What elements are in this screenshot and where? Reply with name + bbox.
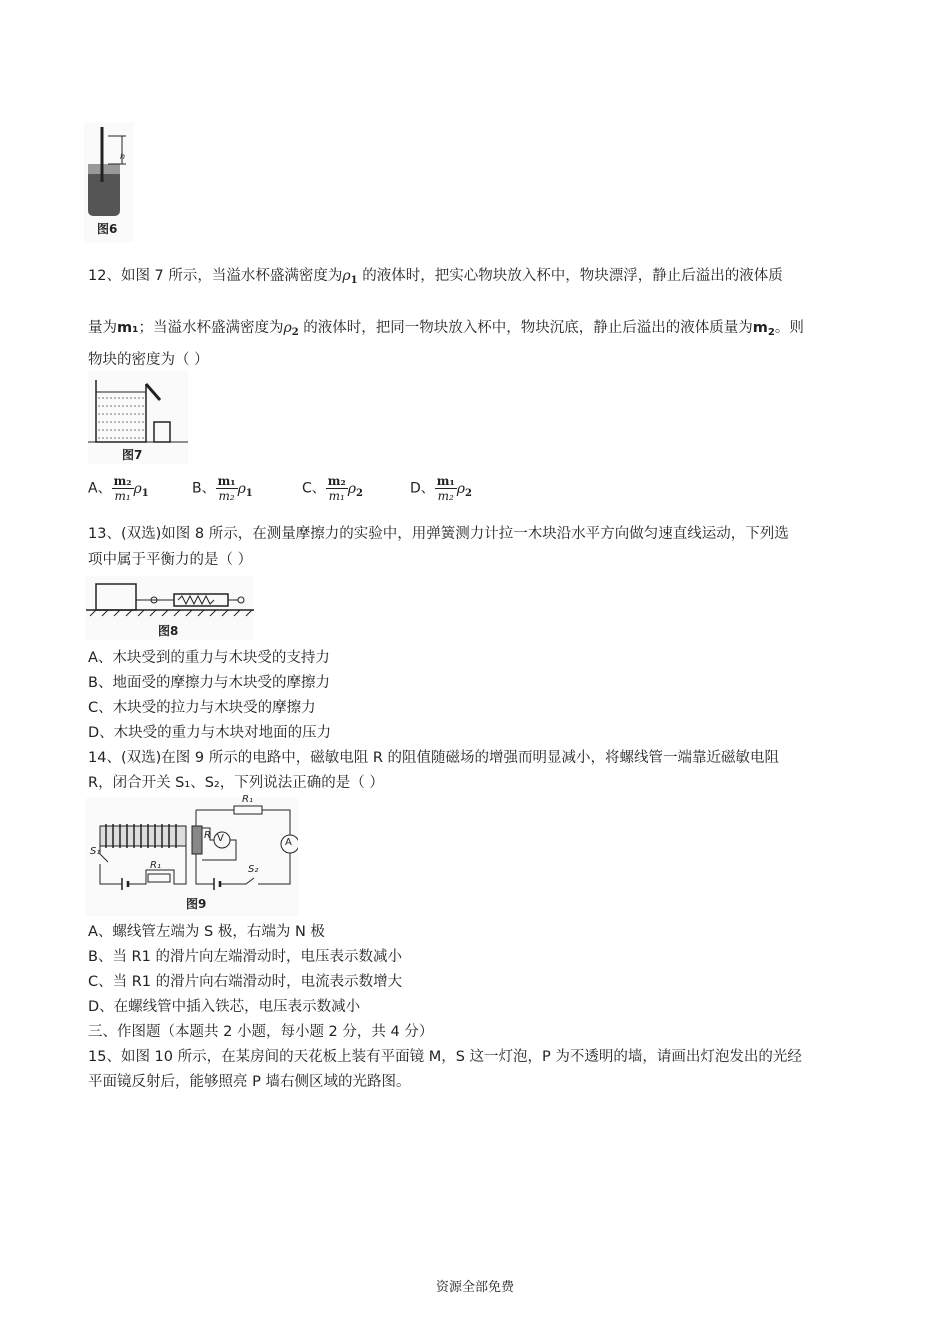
figure-6-label: 图6 (97, 222, 118, 236)
rho-symbol (238, 481, 253, 497)
q14-option-d[interactable]: D、在螺线管中插入铁芯，电压表示数减小 (88, 999, 361, 1015)
rho-glyph: ρ (237, 480, 246, 497)
numerator: m₁ (436, 474, 455, 488)
fraction (112, 474, 134, 503)
q12-option-b[interactable] (192, 474, 253, 503)
figure-7 (88, 370, 188, 464)
q13-line-1: 13、(双选)如图 8 所示，在测量摩擦力的实验中，用弹簧测力计拉一木块沿水平方向做匀速直线运动，下列选 (88, 526, 789, 542)
m1-symbol: m₁ (117, 320, 139, 336)
q14-option-a[interactable]: A、螺线管左端为 S 极，右端为 N 极 (88, 924, 325, 940)
denominator: m₁ (328, 489, 345, 503)
q12-line-1 (88, 266, 783, 291)
figure-9-r1-slider-label: R₁ (150, 860, 161, 871)
option-letter: B、 (192, 480, 216, 497)
q14-option-b[interactable]: B、当 R1 的滑片向左端滑动时，电压表示数减小 (88, 949, 402, 965)
denominator: m₁ (114, 489, 131, 503)
q15-line-2: 平面镜反射后，能够照亮 P 墙右侧区域的光路图。 (88, 1074, 411, 1090)
q12-option-c[interactable] (302, 474, 363, 503)
q13-option-d[interactable]: D、木块受的重力与木块对地面的压力 (88, 725, 332, 741)
rho1-symbol (342, 268, 357, 284)
rho-sub: 1 (245, 487, 253, 499)
option-letter: C、 (302, 480, 326, 497)
q12-text-1b: 的液体时，把实心物块放入杯中，物块漂浮，静止后溢出的液体质 (362, 268, 783, 284)
q13-option-c[interactable]: C、木块受的拉力与木块受的摩擦力 (88, 700, 316, 716)
q14-line-2: R，闭合开关 S₁、S₂，下列说法正确的是（ ） (88, 775, 384, 791)
figure-8-label: 图8 (158, 624, 179, 638)
q14-option-c[interactable]: C、当 R1 的滑片向右端滑动时，电流表示数增大 (88, 974, 403, 990)
fraction (216, 474, 238, 503)
rho-symbol (348, 481, 363, 497)
numerator: m₂ (327, 474, 346, 488)
rho-symbol (457, 481, 472, 497)
q12-line-2 (88, 318, 804, 343)
q12-text-2b: ；当溢水杯盛满密度为 (138, 320, 284, 336)
rho1-glyph: ρ (342, 268, 351, 284)
figure-9-s2-label: S₂ (248, 864, 259, 875)
rho-sub: 2 (464, 487, 472, 499)
rho2-symbol (283, 320, 298, 336)
rho2-sub: 2 (291, 327, 299, 338)
rho2-glyph: ρ (283, 320, 292, 336)
q12-text-1a: 12、如图 7 所示，当溢水杯盛满密度为 (88, 268, 343, 284)
section-3-title: 三、作图题（本题共 2 小题，每小题 2 分，共 4 分） (88, 1024, 434, 1040)
q12-text-2d: 。则 (774, 320, 804, 336)
rho-symbol (134, 481, 149, 497)
fraction (326, 474, 348, 503)
q12-option-a[interactable] (88, 474, 149, 503)
numerator: m₂ (113, 474, 132, 488)
denominator: m₂ (437, 489, 454, 503)
m2-symbol (753, 320, 775, 336)
rho-glyph: ρ (133, 480, 142, 497)
q14-line-1: 14、(双选)在图 9 所示的电路中，磁敏电阻 R 的阻值随磁场的增强而明显减小，将螺线管一端靠近磁敏电阻 (88, 750, 779, 766)
rho1-sub: 1 (350, 275, 358, 286)
rho-glyph: ρ (456, 480, 465, 497)
figure-9-voltmeter-label: V (217, 833, 224, 844)
m2-glyph: m (752, 320, 768, 336)
denominator: m₂ (218, 489, 235, 503)
figure-9-r1-label: R₁ (242, 794, 253, 805)
q13-line-2: 项中属于平衡力的是（ ） (88, 552, 253, 568)
q12-line-3: 物块的密度为（ ） (88, 352, 209, 368)
figure-9-ammeter-label: A (285, 837, 292, 848)
figure-8 (86, 576, 254, 640)
figure-9-r-label: R (204, 830, 211, 841)
q15-line-1: 15、如图 10 所示，在某房间的天花板上装有平面镜 M，S 这一灯泡，P 为不透明的墙，请画出灯泡发出的光经 (88, 1049, 802, 1065)
rho-sub: 2 (355, 487, 363, 499)
figure-6 (84, 122, 134, 242)
numerator: m₁ (217, 474, 236, 488)
figure-9 (86, 794, 298, 916)
q12-option-d[interactable] (410, 474, 472, 503)
q13-option-b[interactable]: B、地面受的摩擦力与木块受的摩擦力 (88, 675, 330, 691)
figure-9-s1-label: S₁ (90, 846, 101, 857)
figure-7-label: 图7 (122, 448, 143, 462)
rho-glyph: ρ (347, 480, 356, 497)
q12-text-2a: 量为 (88, 320, 117, 336)
option-letter: A、 (88, 480, 112, 497)
option-letter: D、 (410, 480, 435, 497)
figure-9-label: 图9 (186, 897, 207, 911)
rho-sub: 1 (141, 487, 149, 499)
fraction (435, 474, 457, 503)
figure-6-h-label: h (120, 152, 126, 161)
m2-sub: 2 (767, 327, 775, 338)
q13-option-a[interactable]: A、木块受到的重力与木块受的支持力 (88, 650, 330, 666)
footer-text: 资源全部免费 (435, 1280, 514, 1295)
q12-text-2c: 的液体时，把同一物块放入杯中，物块沉底，静止后溢出的液体质量为 (303, 320, 753, 336)
